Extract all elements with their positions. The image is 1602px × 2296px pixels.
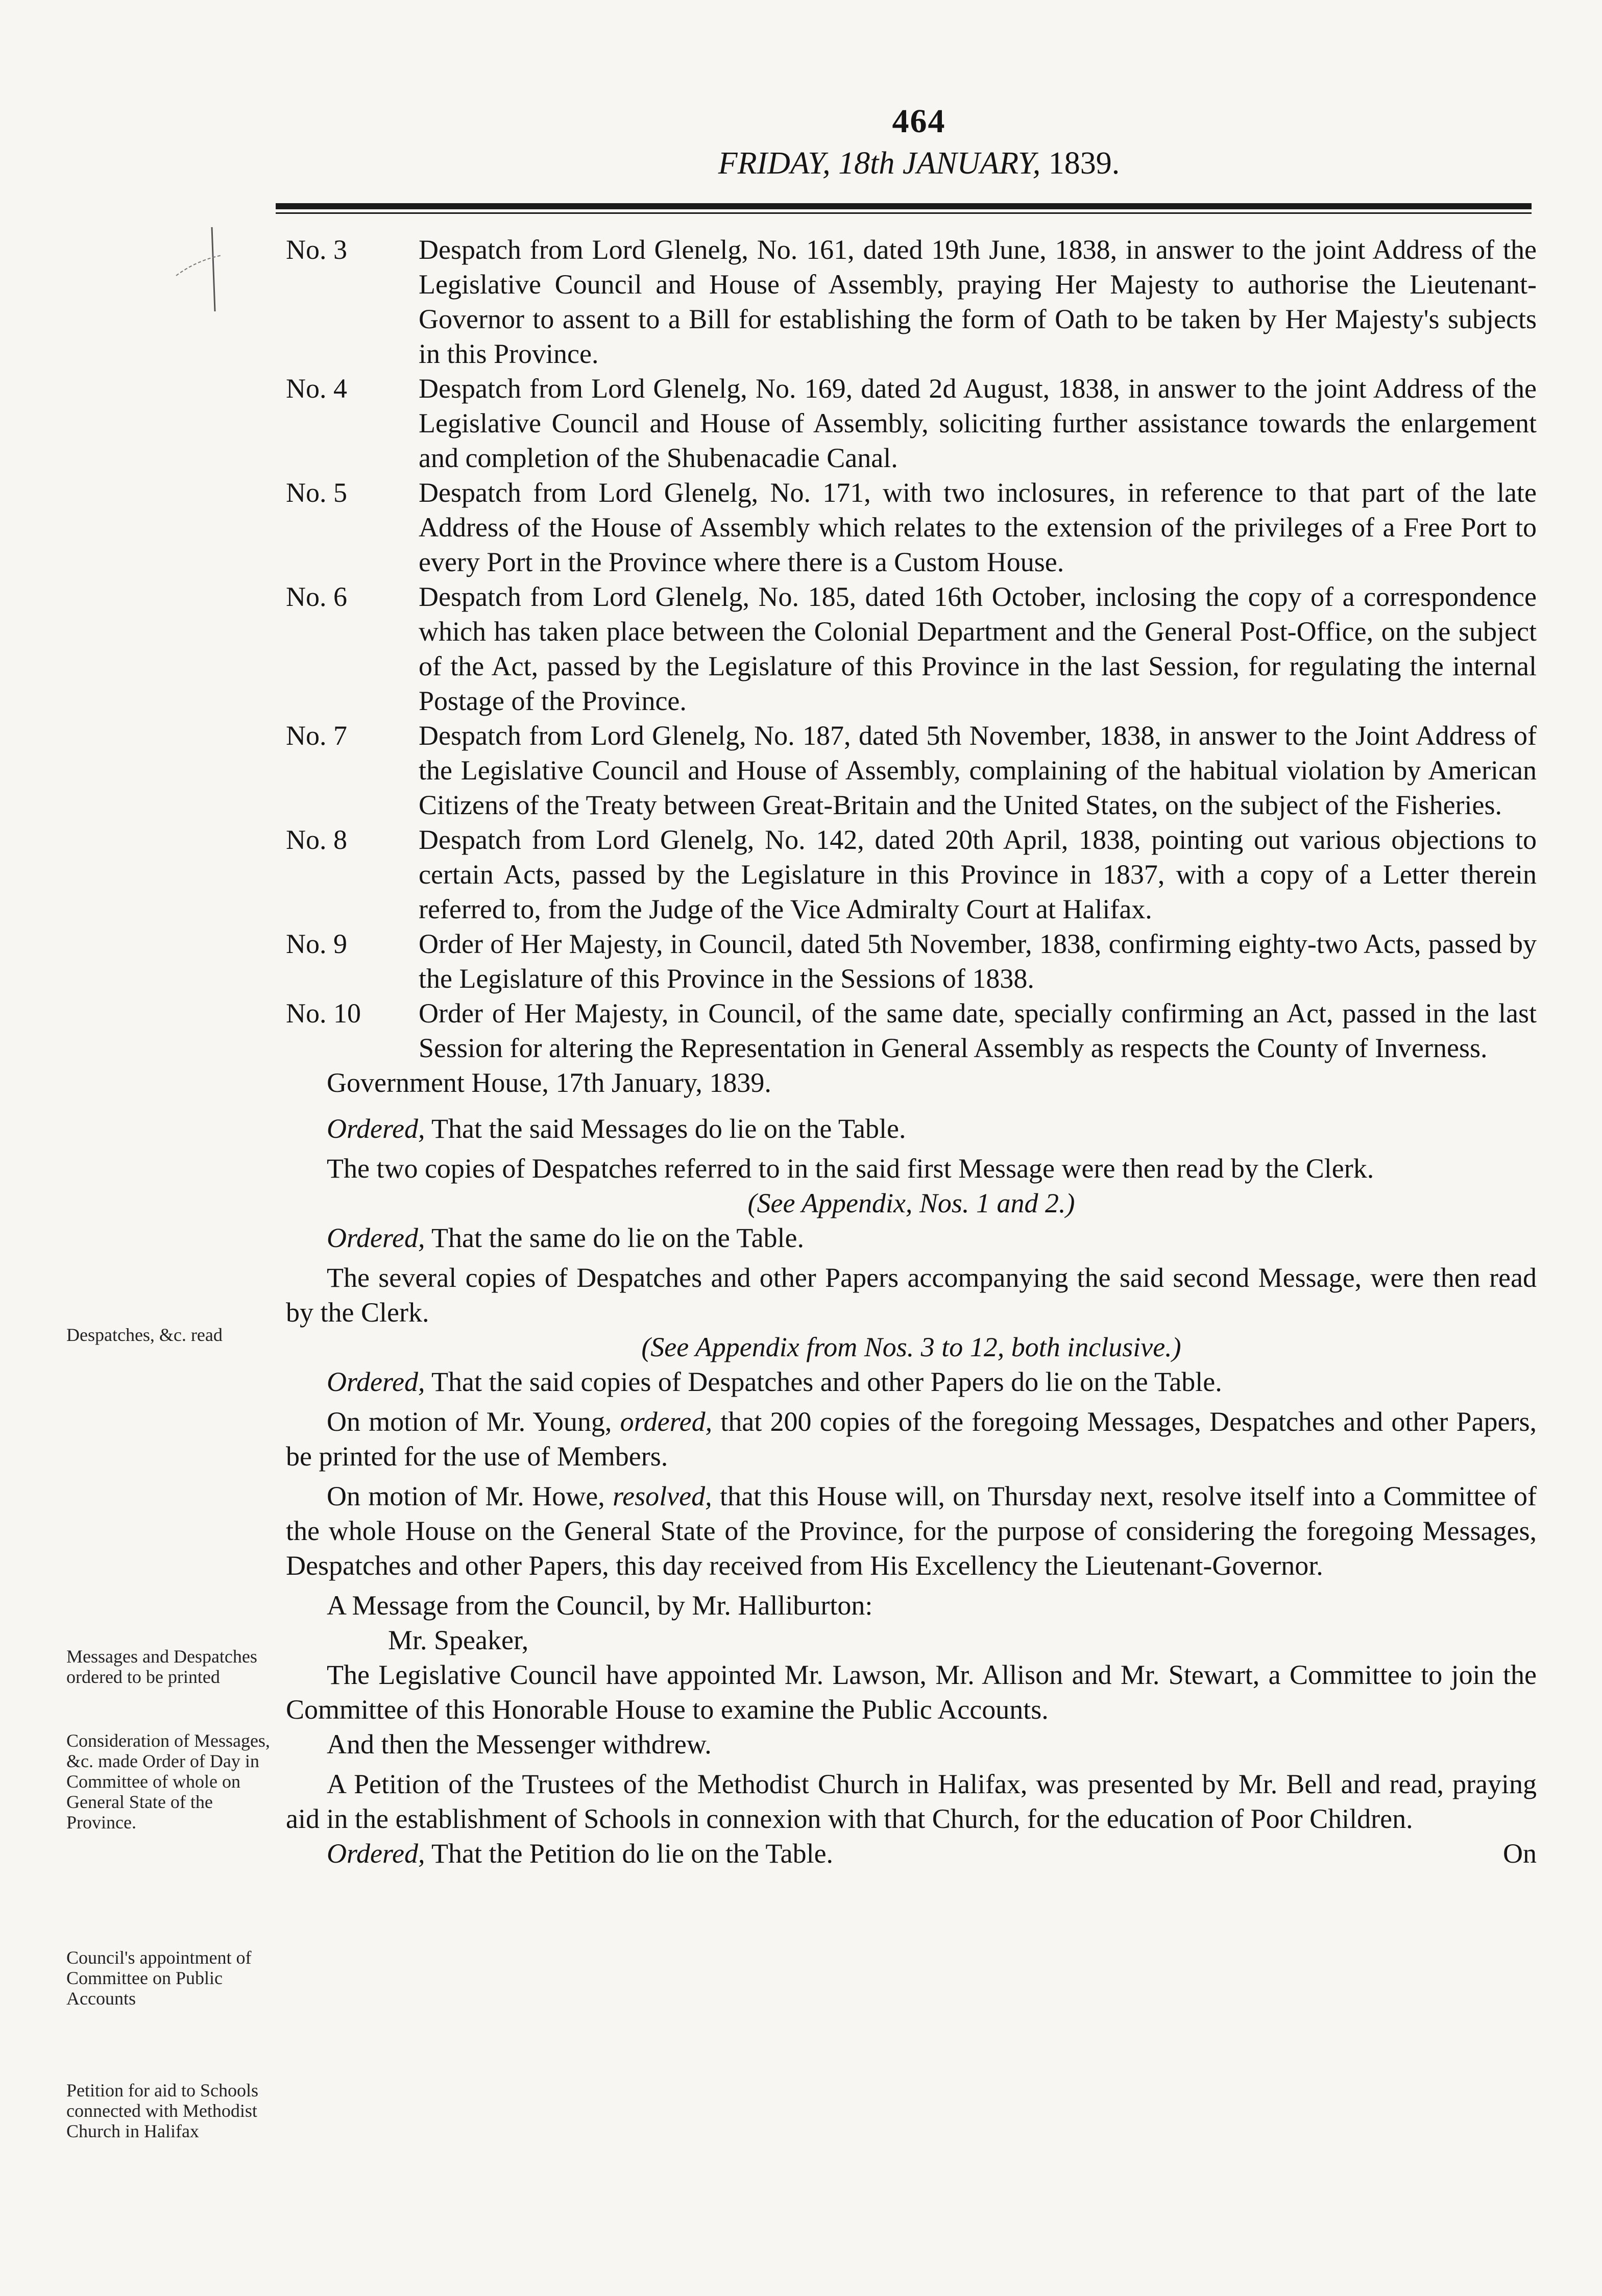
ordered-paragraph: Ordered, That the same do lie on the Table. — [327, 1223, 805, 1253]
despatch-item: No. 7 Despatch from Lord Glenelg, No. 187, dated 5th November, 1838, in answer to the Joint Address of the Legislative Council and House of Assembly, complaining of the habitual violation by American Citizens of the Treaty between Great-Britain and the United States, on the subject of the Fisheries. — [286, 720, 1537, 820]
margin-note-petition: Petition for aid to Schools connected with Methodist Church in Halifax — [66, 2080, 258, 2141]
margin-note-committee: Council's appointment of Committee on Public Accounts — [66, 1947, 252, 2009]
catchword: On — [1503, 1838, 1537, 1869]
ordered-paragraph: Ordered, That the said copies of Despatches and other Papers do lie on the Table. — [327, 1366, 1222, 1397]
despatches-read-paragraph: The two copies of Despatches referred to in the said first Message were then read by the Clerk. — [327, 1153, 1374, 1184]
running-head-day: FRIDAY, — [718, 146, 831, 181]
header-rule-thick — [276, 203, 1532, 209]
margin-note-printed: Messages and Despatches ordered to be printed — [66, 1646, 257, 1687]
ordered-paragraph: Ordered, That the Petition do lie on the Table. On — [286, 1836, 1537, 1871]
messenger-withdrew-line: And then the Messenger withdrew. — [327, 1729, 712, 1760]
council-committee-paragraph: The Legislative Council have appointed Mr. Lawson, Mr. Allison and Mr. Stewart, a Committee to join the Committee of this Honorable House to examine the Public Accounts. — [286, 1659, 1537, 1725]
despatch-item: No. 8 Despatch from Lord Glenelg, No. 142, dated 20th April, 1838, pointing out various objections to certain Acts, passed by the Legislature in this Province in 1837, with a copy of a Letter therein referred to, from the Judge of the Vice Admiralty Court at Halifax. — [286, 824, 1537, 924]
council-message-line: A Message from the Council, by Mr. Halliburton: — [327, 1590, 873, 1621]
print-motion-paragraph: On motion of Mr. Young, ordered, that 200 copies of the foregoing Messages, Despatches and other Papers, be printed for the use of Members. — [286, 1406, 1537, 1472]
running-head-month: JANUARY, — [902, 146, 1041, 181]
page-number: 464 — [892, 103, 946, 140]
header-rule-thin — [276, 212, 1532, 214]
despatch-item: No. 6 Despatch from Lord Glenelg, No. 185, dated 16th October, inclosing the copy of a correspondence which has taken place between the Colonial Department and the General Post-Office, on the subject of the Act, passed by the Legislature of this Province in the last Session, for regulating the internal Postage of the Province. — [286, 581, 1537, 716]
despatches-several-paragraph: The several copies of Despatches and other Papers accompanying the said second Message, were then read by the Clerk. — [286, 1262, 1537, 1328]
speaker-salutation: Mr. Speaker, — [388, 1625, 529, 1655]
journal-body — [286, 232, 1537, 1871]
running-head-date-day: 18th — [838, 146, 895, 181]
pencil-cross-mark — [171, 225, 232, 316]
despatch-item: No. 4 Despatch from Lord Glenelg, No. 169, dated 2d August, 1838, in answer to the joint Address of the Legislative Council and House of Assembly, soliciting further assistance towards the enlargement and completion of the Shubenacadie Canal. — [286, 373, 1537, 473]
despatch-item: No. 5 Despatch from Lord Glenelg, No. 171, with two inclosures, in reference to that part of the late Address of the House of Assembly which relates to the extension of the privileges of a Free Port to every Port in the Province where there is a Custom House. — [286, 477, 1537, 577]
appendix-reference: (See Appendix from Nos. 3 to 12, both inclusive.) — [641, 1332, 1181, 1362]
committee-motion-paragraph: On motion of Mr. Howe, resolved, that this House will, on Thursday next, resolve itself into a Committee of the whole House on the General State of the Province, for the purpose of considering the foregoing Messages, Despatches and other Papers, this day received from His Excellency the Lieutenant-Governor. — [286, 1481, 1537, 1581]
running-head — [562, 145, 1276, 182]
margin-note-despatches-read: Despatches, &c. read — [66, 1325, 223, 1345]
signoff-line: Government House, 17th January, 1839. — [327, 1067, 771, 1098]
appendix-reference: (See Appendix, Nos. 1 and 2.) — [747, 1188, 1075, 1218]
running-head-year: 1839. — [1048, 146, 1120, 181]
margin-note-consideration: Consideration of Messages, &c. made Order of Day in Committee of whole on General State of the Province. — [66, 1730, 270, 1833]
despatch-item: No. 10 Order of Her Majesty, in Council, of the same date, specially confirming an Act, passed in the last Session for altering the Representation in General Assembly as respects the County of Inverness. — [286, 998, 1537, 1063]
petition-paragraph: A Petition of the Trustees of the Methodist Church in Halifax, was presented by Mr. Bell and read, praying aid in the establishment of Schools in connexion with that Church, for the education of Poor Children. — [286, 1769, 1537, 1834]
despatch-item: No. 3 Despatch from Lord Glenelg, No. 161, dated 19th June, 1838, in answer to the joint Address of the Legislative Council and House of Assembly, praying Her Majesty to authorise the Lieutenant-Governor to assent to a Bill for establishing the form of Oath to be taken by Her Majesty's subjects in this Province. — [286, 234, 1537, 369]
ordered-paragraph: Ordered, That the said Messages do lie on the Table. — [327, 1113, 906, 1144]
despatch-item: No. 9 Order of Her Majesty, in Council, dated 5th November, 1838, confirming eighty-two Acts, passed by the Legislature of this Province in the Sessions of 1838. — [286, 929, 1537, 994]
